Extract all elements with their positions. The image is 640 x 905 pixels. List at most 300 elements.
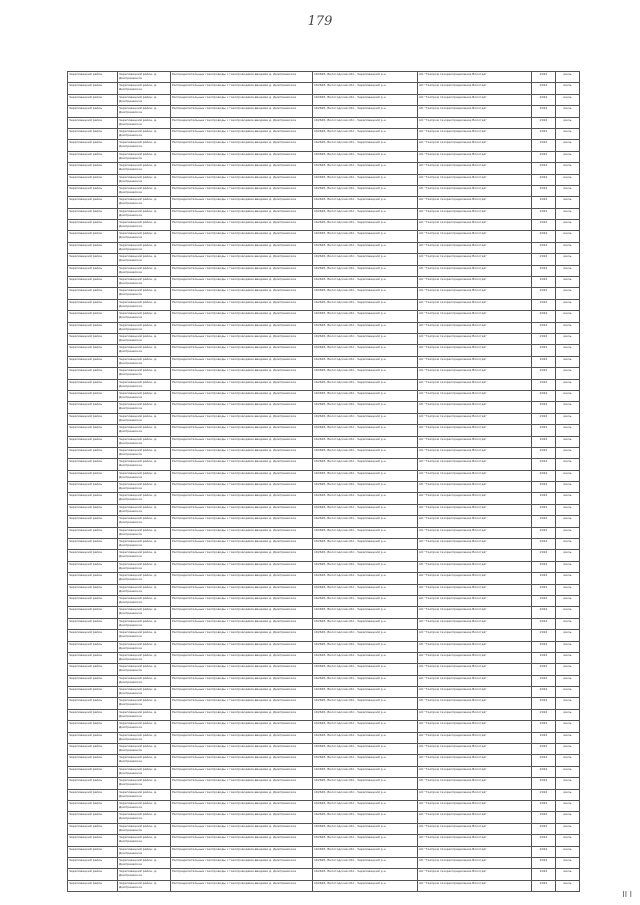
work-description-cell: Распределительные газопроводы с газопроводами-вводами д. Дмитриевское <box>171 801 313 812</box>
address-cell: 162645, Вологодская обл., Череповецкий р-н <box>313 322 418 333</box>
table-row <box>68 812 580 823</box>
month-cell: июль <box>556 322 580 333</box>
district-cell: Череповецкий район <box>68 128 118 139</box>
address-cell: 162645, Вологодская обл., Череповецкий р-н <box>313 504 418 515</box>
year-cell: 2022 <box>532 174 556 185</box>
address-cell: 162645, Вологодская обл., Череповецкий р-н <box>313 482 418 493</box>
address-cell: 162645, Вологодская обл., Череповецкий р-н <box>313 368 418 379</box>
month-cell: июль <box>556 447 580 458</box>
organization-cell: АО "Газпром газораспределение Вологда" <box>418 652 532 663</box>
month-cell: июль <box>556 413 580 424</box>
year-cell: 2022 <box>532 94 556 105</box>
district-cell: Череповецкий район <box>68 83 118 94</box>
address-cell: 162645, Вологодская обл., Череповецкий р-н <box>313 709 418 720</box>
month-cell: июль <box>556 504 580 515</box>
year-cell: 2022 <box>532 356 556 367</box>
month-cell: июль <box>556 128 580 139</box>
table-row <box>68 652 580 663</box>
year-cell: 2022 <box>532 140 556 151</box>
address-cell: 162645, Вологодская обл., Череповецкий р-н <box>313 117 418 128</box>
table-row <box>68 482 580 493</box>
month-cell: июль <box>556 277 580 288</box>
district-cell: Череповецкий район <box>68 766 118 777</box>
table-row <box>68 413 580 424</box>
year-cell: 2022 <box>532 664 556 675</box>
organization-cell: АО "Газпром газораспределение Вологда" <box>418 755 532 766</box>
year-cell: 2022 <box>532 504 556 515</box>
month-cell: июль <box>556 163 580 174</box>
organization-cell: АО "Газпром газораспределение Вологда" <box>418 744 532 755</box>
organization-cell: АО "Газпром газораспределение Вологда" <box>418 539 532 550</box>
district-cell: Череповецкий район <box>68 880 118 891</box>
work-description-cell: Распределительные газопроводы с газопроводами-вводами д. Дмитриевское <box>171 675 313 686</box>
year-cell: 2022 <box>532 687 556 698</box>
address-cell: 162645, Вологодская обл., Череповецкий р-н <box>313 857 418 868</box>
work-description-cell: Распределительные газопроводы с газопроводами-вводами д. Дмитриевское <box>171 185 313 196</box>
year-cell: 2022 <box>532 630 556 641</box>
month-cell: июль <box>556 641 580 652</box>
year-cell: 2022 <box>532 254 556 265</box>
work-description-cell: Распределительные газопроводы с газопроводами-вводами д. Дмитриевское <box>171 140 313 151</box>
year-cell: 2022 <box>532 561 556 572</box>
organization-cell: АО "Газпром газораспределение Вологда" <box>418 345 532 356</box>
work-description-cell: Распределительные газопроводы с газопроводами-вводами д. Дмитриевское <box>171 698 313 709</box>
settlement-cell: Череповецкий район, д. Дмитриевское <box>118 835 171 846</box>
address-cell: 162645, Вологодская обл., Череповецкий р-н <box>313 436 418 447</box>
settlement-cell: Череповецкий район, д. Дмитриевское <box>118 72 171 83</box>
organization-cell: АО "Газпром газораспределение Вологда" <box>418 812 532 823</box>
address-cell: 162645, Вологодская обл., Череповецкий р-н <box>313 128 418 139</box>
year-cell: 2022 <box>532 595 556 606</box>
work-description-cell: Распределительные газопроводы с газопроводами-вводами д. Дмитриевское <box>171 778 313 789</box>
address-cell: 162645, Вологодская обл., Череповецкий р-н <box>313 333 418 344</box>
work-description-cell: Распределительные газопроводы с газопроводами-вводами д. Дмитриевское <box>171 618 313 629</box>
settlement-cell: Череповецкий район, д. Дмитриевское <box>118 504 171 515</box>
table-row <box>68 94 580 105</box>
table-row <box>68 755 580 766</box>
organization-cell: АО "Газпром газораспределение Вологда" <box>418 766 532 777</box>
month-cell: июль <box>556 880 580 891</box>
work-description-cell: Распределительные газопроводы с газопроводами-вводами д. Дмитриевское <box>171 652 313 663</box>
district-cell: Череповецкий район <box>68 288 118 299</box>
address-cell: 162645, Вологодская обл., Череповецкий р-н <box>313 664 418 675</box>
table-row <box>68 345 580 356</box>
organization-cell: АО "Газпром газораспределение Вологда" <box>418 265 532 276</box>
settlement-cell: Череповецкий район, д. Дмитриевское <box>118 527 171 538</box>
organization-cell: АО "Газпром газораспределение Вологда" <box>418 106 532 117</box>
address-cell: 162645, Вологодская обл., Череповецкий р-н <box>313 527 418 538</box>
settlement-cell: Череповецкий район, д. Дмитриевское <box>118 254 171 265</box>
year-cell: 2022 <box>532 379 556 390</box>
address-cell: 162645, Вологодская обл., Череповецкий р-н <box>313 595 418 606</box>
address-cell: 162645, Вологодская обл., Череповецкий р-н <box>313 493 418 504</box>
work-description-cell: Распределительные газопроводы с газопроводами-вводами д. Дмитриевское <box>171 277 313 288</box>
district-cell: Череповецкий район <box>68 368 118 379</box>
organization-cell: АО "Газпром газораспределение Вологда" <box>418 185 532 196</box>
organization-cell: АО "Газпром газораспределение Вологда" <box>418 607 532 618</box>
organization-cell: АО "Газпром газораспределение Вологда" <box>418 550 532 561</box>
district-cell: Череповецкий район <box>68 778 118 789</box>
settlement-cell: Череповецкий район, д. Дмитриевское <box>118 220 171 231</box>
address-cell: 162645, Вологодская обл., Череповецкий р-н <box>313 459 418 470</box>
table-row <box>68 846 580 857</box>
work-description-cell: Распределительные газопроводы с газопроводами-вводами д. Дмитриевское <box>171 379 313 390</box>
year-cell: 2022 <box>532 288 556 299</box>
district-cell: Череповецкий район <box>68 561 118 572</box>
address-cell: 162645, Вологодская обл., Череповецкий р-н <box>313 721 418 732</box>
organization-cell: АО "Газпром газораспределение Вологда" <box>418 778 532 789</box>
organization-cell: АО "Газпром газораспределение Вологда" <box>418 174 532 185</box>
work-description-cell: Распределительные газопроводы с газопроводами-вводами д. Дмитриевское <box>171 880 313 891</box>
year-cell: 2022 <box>532 470 556 481</box>
table-row <box>68 493 580 504</box>
district-cell: Череповецкий район <box>68 573 118 584</box>
table-row <box>68 379 580 390</box>
month-cell: июль <box>556 117 580 128</box>
year-cell: 2022 <box>532 516 556 527</box>
settlement-cell: Череповецкий район, д. Дмитриевское <box>118 436 171 447</box>
organization-cell: АО "Газпром газораспределение Вологда" <box>418 288 532 299</box>
settlement-cell: Череповецкий район, д. Дмитриевское <box>118 766 171 777</box>
settlement-cell: Череповецкий район, д. Дмитриевское <box>118 595 171 606</box>
table-row <box>68 459 580 470</box>
table-row <box>68 117 580 128</box>
organization-cell: АО "Газпром газораспределение Вологда" <box>418 311 532 322</box>
table-row <box>68 630 580 641</box>
district-cell: Череповецкий район <box>68 299 118 310</box>
month-cell: июль <box>556 174 580 185</box>
work-description-cell: Распределительные газопроводы с газопроводами-вводами д. Дмитриевское <box>171 265 313 276</box>
year-cell: 2022 <box>532 413 556 424</box>
month-cell: июль <box>556 470 580 481</box>
year-cell: 2022 <box>532 641 556 652</box>
address-cell: 162645, Вологодская обл., Череповецкий р-н <box>313 618 418 629</box>
work-description-cell: Распределительные газопроводы с газопроводами-вводами д. Дмитриевское <box>171 857 313 868</box>
address-cell: 162645, Вологодская обл., Череповецкий р-н <box>313 846 418 857</box>
district-cell: Череповецкий район <box>68 311 118 322</box>
month-cell: июль <box>556 801 580 812</box>
year-cell: 2022 <box>532 197 556 208</box>
work-description-cell: Распределительные газопроводы с газопроводами-вводами д. Дмитриевское <box>171 163 313 174</box>
district-cell: Череповецкий район <box>68 732 118 743</box>
address-cell: 162645, Вологодская обл., Череповецкий р-н <box>313 151 418 162</box>
month-cell: июль <box>556 242 580 253</box>
organization-cell: АО "Газпром газораспределение Вологда" <box>418 390 532 401</box>
table-row <box>68 197 580 208</box>
month-cell: июль <box>556 721 580 732</box>
month-cell: июль <box>556 823 580 834</box>
settlement-cell: Череповецкий район, д. Дмитриевское <box>118 117 171 128</box>
settlement-cell: Череповецкий район, д. Дмитриевское <box>118 789 171 800</box>
table-row <box>68 185 580 196</box>
organization-cell: АО "Газпром газораспределение Вологда" <box>418 835 532 846</box>
district-cell: Череповецкий район <box>68 789 118 800</box>
work-description-cell: Распределительные газопроводы с газопроводами-вводами д. Дмитриевское <box>171 390 313 401</box>
organization-cell: АО "Газпром газораспределение Вологда" <box>418 493 532 504</box>
work-description-cell: Распределительные газопроводы с газопроводами-вводами д. Дмитриевское <box>171 744 313 755</box>
organization-cell: АО "Газпром газораспределение Вологда" <box>418 242 532 253</box>
organization-cell: АО "Газпром газораспределение Вологда" <box>418 618 532 629</box>
settlement-cell: Череповецкий район, д. Дмитриевское <box>118 801 171 812</box>
year-cell: 2022 <box>532 163 556 174</box>
district-cell: Череповецкий район <box>68 652 118 663</box>
settlement-cell: Череповецкий район, д. Дмитриевское <box>118 231 171 242</box>
address-cell: 162645, Вологодская обл., Череповецкий р-н <box>313 584 418 595</box>
settlement-cell: Череповецкий район, д. Дмитриевское <box>118 812 171 823</box>
settlement-cell: Череповецкий район, д. Дмитриевское <box>118 744 171 755</box>
organization-cell: АО "Газпром газораспределение Вологда" <box>418 823 532 834</box>
address-cell: 162645, Вологодская обл., Череповецкий р-н <box>313 197 418 208</box>
table-row <box>68 641 580 652</box>
address-cell: 162645, Вологодская обл., Череповецкий р-н <box>313 220 418 231</box>
work-description-cell: Распределительные газопроводы с газопроводами-вводами д. Дмитриевское <box>171 812 313 823</box>
month-cell: июль <box>556 618 580 629</box>
year-cell: 2022 <box>532 573 556 584</box>
year-cell: 2022 <box>532 846 556 857</box>
settlement-cell: Череповецкий район, д. Дмитриевское <box>118 345 171 356</box>
settlement-cell: Череповецкий район, д. Дмитриевское <box>118 242 171 253</box>
settlement-cell: Череповецкий район, д. Дмитриевское <box>118 368 171 379</box>
table-row <box>68 368 580 379</box>
address-cell: 162645, Вологодская обл., Череповецкий р-н <box>313 356 418 367</box>
table-row <box>68 470 580 481</box>
organization-cell: АО "Газпром газораспределение Вологда" <box>418 140 532 151</box>
work-description-cell: Распределительные газопроводы с газопроводами-вводами д. Дмитриевское <box>171 721 313 732</box>
month-cell: июль <box>556 595 580 606</box>
district-cell: Череповецкий район <box>68 208 118 219</box>
year-cell: 2022 <box>532 83 556 94</box>
settlement-cell: Череповецкий район, д. Дмитриевское <box>118 402 171 413</box>
district-cell: Череповецкий район <box>68 413 118 424</box>
table-row <box>68 254 580 265</box>
year-cell: 2022 <box>532 447 556 458</box>
organization-cell: АО "Газпром газораспределение Вологда" <box>418 880 532 891</box>
address-cell: 162645, Вологодская обл., Череповецкий р-н <box>313 675 418 686</box>
work-description-cell: Распределительные газопроводы с газопроводами-вводами д. Дмитриевское <box>171 573 313 584</box>
district-cell: Череповецкий район <box>68 698 118 709</box>
year-cell: 2022 <box>532 185 556 196</box>
organization-cell: АО "Газпром газораспределение Вологда" <box>418 732 532 743</box>
settlement-cell: Череповецкий район, д. Дмитриевское <box>118 208 171 219</box>
settlement-cell: Череповецкий район, д. Дмитриевское <box>118 823 171 834</box>
month-cell: июль <box>556 185 580 196</box>
settlement-cell: Череповецкий район, д. Дмитриевское <box>118 641 171 652</box>
month-cell: июль <box>556 516 580 527</box>
district-cell: Череповецкий район <box>68 242 118 253</box>
district-cell: Череповецкий район <box>68 857 118 868</box>
district-cell: Череповецкий район <box>68 94 118 105</box>
organization-cell: АО "Газпром газораспределение Вологда" <box>418 869 532 880</box>
month-cell: июль <box>556 106 580 117</box>
district-cell: Череповецкий район <box>68 379 118 390</box>
district-cell: Череповецкий район <box>68 482 118 493</box>
month-cell: июль <box>556 482 580 493</box>
month-cell: июль <box>556 835 580 846</box>
settlement-cell: Череповецкий район, д. Дмитриевское <box>118 846 171 857</box>
settlement-cell: Череповецкий район, д. Дмитриевское <box>118 470 171 481</box>
address-cell: 162645, Вологодская обл., Череповецкий р-н <box>313 425 418 436</box>
work-description-cell: Распределительные газопроводы с газопроводами-вводами д. Дмитриевское <box>171 447 313 458</box>
organization-cell: АО "Газпром газораспределение Вологда" <box>418 641 532 652</box>
organization-cell: АО "Газпром газораспределение Вологда" <box>418 459 532 470</box>
settlement-cell: Череповецкий район, д. Дмитриевское <box>118 413 171 424</box>
settlement-cell: Череповецкий район, д. Дмитриевское <box>118 721 171 732</box>
organization-cell: АО "Газпром газораспределение Вологда" <box>418 504 532 515</box>
month-cell: июль <box>556 846 580 857</box>
district-cell: Череповецкий район <box>68 516 118 527</box>
year-cell: 2022 <box>532 732 556 743</box>
year-cell: 2022 <box>532 425 556 436</box>
organization-cell: АО "Газпром газораспределение Вологда" <box>418 254 532 265</box>
work-description-cell: Распределительные газопроводы с газопроводами-вводами д. Дмитриевское <box>171 709 313 720</box>
work-description-cell: Распределительные газопроводы с газопроводами-вводами д. Дмитриевское <box>171 846 313 857</box>
month-cell: июль <box>556 459 580 470</box>
work-description-cell: Распределительные газопроводы с газопроводами-вводами д. Дмитриевское <box>171 231 313 242</box>
district-cell: Череповецкий район <box>68 721 118 732</box>
month-cell: июль <box>556 709 580 720</box>
work-description-cell: Распределительные газопроводы с газопроводами-вводами д. Дмитриевское <box>171 242 313 253</box>
month-cell: июль <box>556 573 580 584</box>
district-cell: Череповецкий район <box>68 846 118 857</box>
month-cell: июль <box>556 425 580 436</box>
year-cell: 2022 <box>532 333 556 344</box>
year-cell: 2022 <box>532 744 556 755</box>
table-row <box>68 618 580 629</box>
settlement-cell: Череповецкий район, д. Дмитриевское <box>118 869 171 880</box>
address-cell: 162645, Вологодская обл., Череповецкий р-н <box>313 630 418 641</box>
year-cell: 2022 <box>532 755 556 766</box>
organization-cell: АО "Газпром газораспределение Вологда" <box>418 163 532 174</box>
district-cell: Череповецкий район <box>68 163 118 174</box>
work-description-cell: Распределительные газопроводы с газопроводами-вводами д. Дмитриевское <box>171 482 313 493</box>
district-cell: Череповецкий район <box>68 618 118 629</box>
address-cell: 162645, Вологодская обл., Череповецкий р-н <box>313 140 418 151</box>
year-cell: 2022 <box>532 72 556 83</box>
organization-cell: АО "Газпром газораспределение Вологда" <box>418 322 532 333</box>
organization-cell: АО "Газпром газораспределение Вологда" <box>418 151 532 162</box>
work-description-cell: Распределительные газопроводы с газопроводами-вводами д. Дмитриевское <box>171 550 313 561</box>
address-cell: 162645, Вологодская обл., Череповецкий р-н <box>313 801 418 812</box>
organization-cell: АО "Газпром газораспределение Вологда" <box>418 857 532 868</box>
month-cell: июль <box>556 402 580 413</box>
year-cell: 2022 <box>532 208 556 219</box>
district-cell: Череповецкий район <box>68 459 118 470</box>
district-cell: Череповецкий район <box>68 345 118 356</box>
table-row <box>68 880 580 891</box>
table-row <box>68 265 580 276</box>
settlement-cell: Череповецкий район, д. Дмитриевское <box>118 106 171 117</box>
settlement-cell: Череповецкий район, д. Дмитриевское <box>118 459 171 470</box>
organization-cell: АО "Газпром газораспределение Вологда" <box>418 675 532 686</box>
table-row <box>68 83 580 94</box>
district-cell: Череповецкий район <box>68 812 118 823</box>
month-cell: июль <box>556 687 580 698</box>
table-row <box>68 277 580 288</box>
table-row <box>68 584 580 595</box>
organization-cell: АО "Газпром газораспределение Вологда" <box>418 425 532 436</box>
year-cell: 2022 <box>532 869 556 880</box>
table-row <box>68 436 580 447</box>
table-row <box>68 299 580 310</box>
month-cell: июль <box>556 368 580 379</box>
work-description-cell: Распределительные газопроводы с газопроводами-вводами д. Дмитриевское <box>171 254 313 265</box>
table-row <box>68 140 580 151</box>
settlement-cell: Череповецкий район, д. Дмитриевское <box>118 128 171 139</box>
address-cell: 162645, Вологодская обл., Череповецкий р-н <box>313 311 418 322</box>
address-cell: 162645, Вологодская обл., Череповецкий р-н <box>313 561 418 572</box>
settlement-cell: Череповецкий район, д. Дмитриевское <box>118 687 171 698</box>
month-cell: июль <box>556 151 580 162</box>
month-cell: июль <box>556 231 580 242</box>
settlement-cell: Череповецкий район, д. Дмитриевское <box>118 333 171 344</box>
address-cell: 162645, Вологодская обл., Череповецкий р-н <box>313 823 418 834</box>
settlement-cell: Череповецкий район, д. Дмитриевское <box>118 311 171 322</box>
work-description-cell: Распределительные газопроводы с газопроводами-вводами д. Дмитриевское <box>171 288 313 299</box>
settlement-cell: Череповецкий район, д. Дмитриевское <box>118 493 171 504</box>
work-description-cell: Распределительные газопроводы с газопроводами-вводами д. Дмитриевское <box>171 516 313 527</box>
work-description-cell: Распределительные газопроводы с газопроводами-вводами д. Дмитриевское <box>171 584 313 595</box>
register-table-wrapper <box>67 71 579 892</box>
district-cell: Череповецкий район <box>68 607 118 618</box>
month-cell: июль <box>556 254 580 265</box>
month-cell: июль <box>556 220 580 231</box>
work-description-cell: Распределительные газопроводы с газопроводами-вводами д. Дмитриевское <box>171 470 313 481</box>
district-cell: Череповецкий район <box>68 72 118 83</box>
table-row <box>68 801 580 812</box>
table-row <box>68 823 580 834</box>
work-description-cell: Распределительные газопроводы с газопроводами-вводами д. Дмитриевское <box>171 527 313 538</box>
table-row <box>68 288 580 299</box>
settlement-cell: Череповецкий район, д. Дмитриевское <box>118 390 171 401</box>
year-cell: 2022 <box>532 311 556 322</box>
settlement-cell: Череповецкий район, д. Дмитриевское <box>118 140 171 151</box>
table-row <box>68 504 580 515</box>
month-cell: июль <box>556 766 580 777</box>
organization-cell: АО "Газпром газораспределение Вологда" <box>418 846 532 857</box>
organization-cell: АО "Газпром газораспределение Вологда" <box>418 447 532 458</box>
settlement-cell: Череповецкий район, д. Дмитриевское <box>118 482 171 493</box>
table-row <box>68 174 580 185</box>
settlement-cell: Череповецкий район, д. Дмитриевское <box>118 151 171 162</box>
settlement-cell: Череповецкий район, д. Дмитриевское <box>118 584 171 595</box>
district-cell: Череповецкий район <box>68 151 118 162</box>
settlement-cell: Череповецкий район, д. Дмитриевское <box>118 573 171 584</box>
work-description-cell: Распределительные газопроводы с газопроводами-вводами д. Дмитриевское <box>171 459 313 470</box>
year-cell: 2022 <box>532 390 556 401</box>
table-row <box>68 333 580 344</box>
work-description-cell: Распределительные газопроводы с газопроводами-вводами д. Дмитриевское <box>171 197 313 208</box>
work-description-cell: Распределительные газопроводы с газопроводами-вводами д. Дмитриевское <box>171 413 313 424</box>
table-row <box>68 539 580 550</box>
settlement-cell: Череповецкий район, д. Дмитриевское <box>118 675 171 686</box>
address-cell: 162645, Вологодская обл., Череповецкий р-н <box>313 698 418 709</box>
work-description-cell: Распределительные газопроводы с газопроводами-вводами д. Дмитриевское <box>171 869 313 880</box>
settlement-cell: Череповецкий район, д. Дмитриевское <box>118 379 171 390</box>
year-cell: 2022 <box>532 151 556 162</box>
settlement-cell: Череповецкий район, д. Дмитриевское <box>118 698 171 709</box>
settlement-cell: Череповецкий район, д. Дмитриевское <box>118 185 171 196</box>
organization-cell: АО "Газпром газораспределение Вологда" <box>418 584 532 595</box>
organization-cell: АО "Газпром газораспределение Вологда" <box>418 402 532 413</box>
address-cell: 162645, Вологодская обл., Череповецкий р-н <box>313 652 418 663</box>
month-cell: июль <box>556 288 580 299</box>
settlement-cell: Череповецкий район, д. Дмитриевское <box>118 607 171 618</box>
month-cell: июль <box>556 550 580 561</box>
organization-cell: АО "Газпром газораспределение Вологда" <box>418 117 532 128</box>
organization-cell: АО "Газпром газораспределение Вологда" <box>418 436 532 447</box>
work-description-cell: Распределительные газопроводы с газопроводами-вводами д. Дмитриевское <box>171 595 313 606</box>
month-cell: июль <box>556 311 580 322</box>
